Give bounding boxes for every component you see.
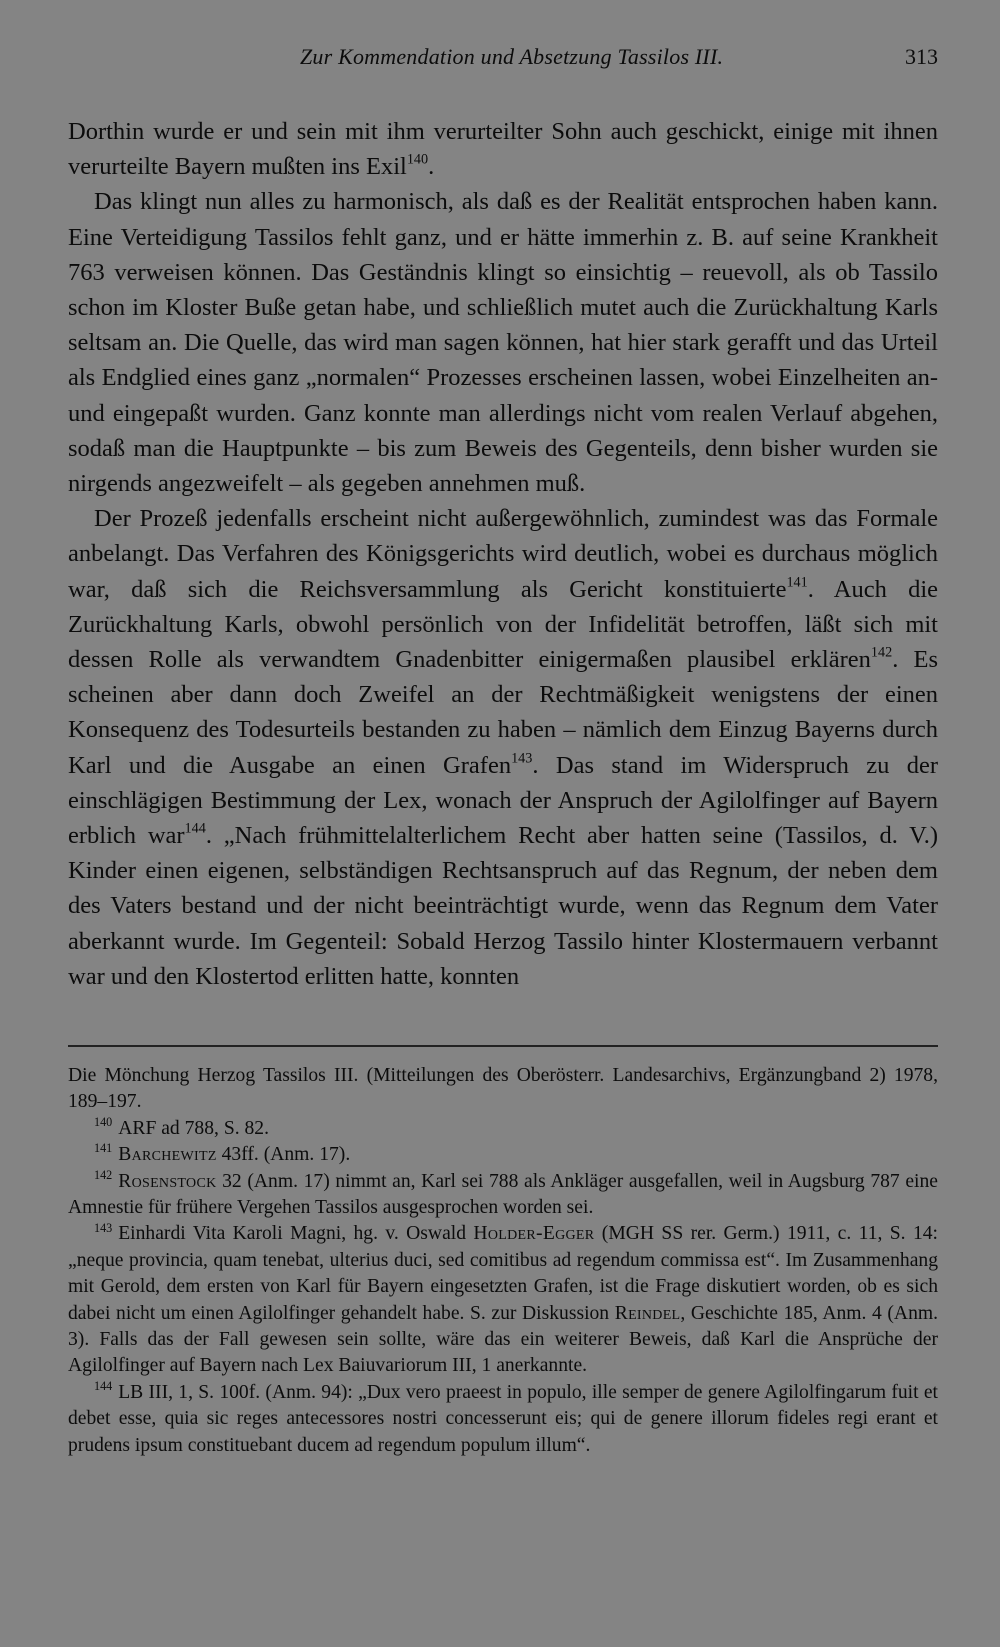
paragraph-3 <box>68 501 938 994</box>
footnote-author: Reindel <box>614 1302 681 1324</box>
text-run: Der Prozeß jedenfalls erscheint nicht außergewöhnlich, zumindest was das Formale anbelangt. Das Verfahren des Königsgerichts wird deutlich, wobei es durchaus möglich war, daß sich die Reichsversammlung als Gericht konstituierte <box>68 505 938 603</box>
text-run: Dorthin wurde er und sein mit ihm verurteilter Sohn auch geschickt, einige mit ihnen verurteilte Bayern mußten ins Exil <box>68 118 938 181</box>
footnote-number: 144 <box>94 1378 113 1393</box>
footnote-number: 142 <box>94 1167 113 1182</box>
text-run: . Das stand im Widerspruch zu der einschlägigen Bestimmung der Lex, wonach der Anspruch der Agilolfinger auf Bayern erblich war <box>68 751 939 850</box>
text-run: . Es scheinen aber dann doch Zweifel an der Rechtmäßigkeit wenigstens der einen Konsequenz des Todesurteils bestanden zu haben – nämlich dem Einzug Bayerns durch Karl und die Ausgabe an einen Grafen <box>68 646 939 779</box>
page-number: 313 <box>905 44 938 69</box>
footnote-text: (MGH SS rer. Germ.) 1911, c. 11, S. 14: „neque provincia, quam tenebat, ulterius duci, sed comitibus ad regendum commissa est“. Im Zusammenhang mit Gerold, dem ersten von Karl für Bayern eingesetzten Grafen, ist die Frage diskutiert worden, ob es sich dabei nicht um einen Agilolfinger gehandelt habe. S. zur Diskussion <box>68 1223 938 1324</box>
footnote-141 <box>68 1142 938 1168</box>
footnote-author: Rosenstock <box>118 1170 217 1192</box>
footnote-author: Holder-Egger <box>473 1223 595 1245</box>
footnote-text: 43ff. (Anm. 17). <box>216 1144 351 1166</box>
footnote-144 <box>68 1380 938 1459</box>
footnote-ref-144: 144 <box>184 820 206 837</box>
footnote-ref-142: 142 <box>870 644 893 661</box>
page-header <box>68 44 938 80</box>
footnotes <box>68 1063 938 1459</box>
footnote-text: Einhardi Vita Karoli Magni, hg. v. Oswald <box>118 1223 474 1245</box>
footnote-140 <box>68 1116 938 1142</box>
footnote-142 <box>68 1169 938 1222</box>
footnote-ref-140: 140 <box>406 151 429 168</box>
footnote-text: LB III, 1, S. 100f. (Anm. 94): „Dux vero praeest in populo, ille semper de genere Agilolfingarum fuit et debet esse, quia sic reges antecessores nostri concesserunt eis; qui de genere illorum fideles regi erant et prudens ipsum constituebant ducem ad regendum populum illum“. <box>68 1381 938 1456</box>
text-run: . „Nach frühmittelalterlichem Recht aber hatten seine (Tassilos, d. V.) Kinder einen eigenen, selbständigen Rechtsanspruch auf das Regnum, der neben dem des Vaters bestand und der nicht beeinträchtigt wurde, wenn das Regnum dem Vater aberkannt wurde. Im Gegenteil: Sobald Herzog Tassilo hinter Klostermauern verbannt war und den Klostertod erlitten hatte, konnten <box>68 822 938 990</box>
footnote-continuation: Die Mönchung Herzog Tassilos III. (Mitteilungen des Oberösterr. Landesarchivs, Ergänzungband 2) 1978, 189–197. <box>68 1065 938 1113</box>
text-run: . <box>428 153 435 181</box>
footnote-143 <box>68 1221 938 1379</box>
main-text <box>68 114 938 994</box>
footnote-text: , Geschichte 185, Anm. 4 (Anm. 3). Falls das der Fall gewesen sein sollte, wäre das ein weiterer Beweis, daß Karl die Ansprüche der Agilolfinger auf Bayern nach Lex Baiuvariorum III, 1 anerkannte. <box>68 1302 938 1377</box>
paragraph-1 <box>68 114 938 184</box>
footnote-number: 143 <box>94 1220 113 1235</box>
footnote-rule <box>68 1045 938 1047</box>
running-title: Zur Kommendation und Absetzung Tassilos III. <box>300 44 724 69</box>
footnote-ref-141: 141 <box>786 573 808 590</box>
footnote-ref-143: 143 <box>511 750 533 766</box>
footnote-text: 32 (Anm. 17) nimmt an, Karl sei 788 als Ankläger ausgefallen, weil in Augsburg 787 eine Amnestie für frühere Vergehen Tassilos ausgesprochen worden sei. <box>68 1170 938 1219</box>
footnote-author: Barchewitz <box>118 1144 217 1166</box>
paragraph-2: Das klingt nun alles zu harmonisch, als daß es der Realität entsprochen haben kann. Eine Verteidigung Tassilos fehlt ganz, und er hätte immerhin z. B. auf seine Krankheit 763 verweisen können. Das Geständnis klingt so einsichtig – reuevoll, als ob Tassilo schon im Kloster Buße getan habe, und schließlich mutet auch die Zurückhaltung Karls seltsam an. Die Quelle, das wird man sagen können, hat hier stark gerafft und das Urteil als Endglied eines ganz „normalen“ Prozesses erscheinen lassen, wobei Einzelheiten an- und eingepaßt wurden. Ganz konnte man allerdings nicht vom realen Verlauf abgehen, sodaß man die Hauptpunkte – bis zum Beweis des Gegenteils, denn bisher wurden sie nirgends angezweifelt – als gegeben annehmen muß. <box>68 188 938 498</box>
footnote-number: 141 <box>94 1141 113 1156</box>
footnote-text: ARF ad 788, S. 82. <box>118 1117 269 1139</box>
text-run: . Auch die Zurückhaltung Karls, obwohl persönlich von der Infidelität betroffen, läßt sich mit dessen Rolle als verwandtem Gnadenbitter einigermaßen plausibel erklären <box>68 575 938 674</box>
footnote-number: 140 <box>94 1114 113 1129</box>
